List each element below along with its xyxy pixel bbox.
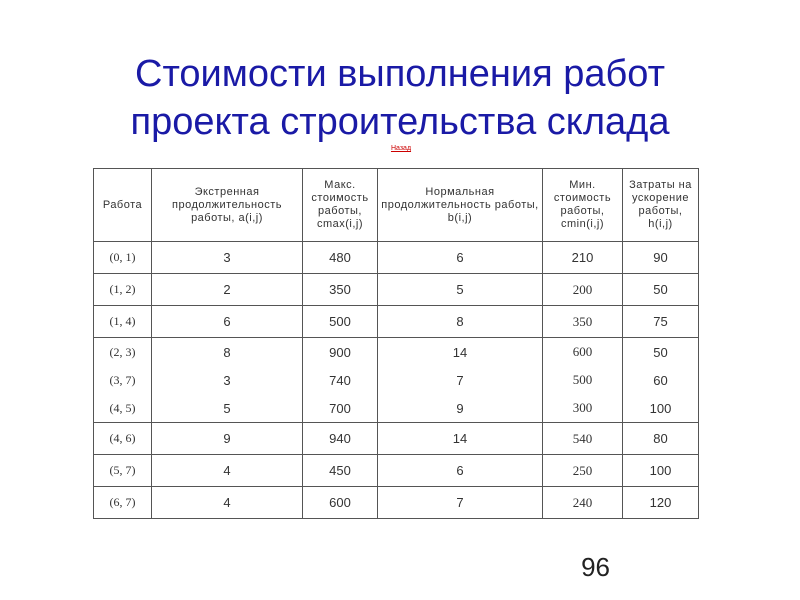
normal-duration-cell: 14 xyxy=(378,423,543,455)
normal-duration-cell: 14 xyxy=(378,338,543,367)
crash-duration-cell: 3 xyxy=(152,366,303,394)
table-row xyxy=(94,394,699,423)
table-row xyxy=(94,487,699,519)
crash-cost-rate-cell: 50 xyxy=(623,338,699,367)
crash-cost-rate-cell: 75 xyxy=(623,306,699,338)
work-cell: (1, 2) xyxy=(94,274,152,306)
slide-title xyxy=(0,50,800,146)
header-work: Работа xyxy=(94,169,152,242)
normal-duration-cell: 6 xyxy=(378,455,543,487)
min-cost-cell: 500 xyxy=(543,366,623,394)
table-row xyxy=(94,338,699,367)
min-cost-cell: 240 xyxy=(543,487,623,519)
costs-table xyxy=(93,168,699,519)
table-row xyxy=(94,274,699,306)
crash-cost-rate-cell: 120 xyxy=(623,487,699,519)
crash-cost-rate-cell: 50 xyxy=(623,274,699,306)
work-cell: (4, 5) xyxy=(94,394,152,423)
min-cost-cell: 350 xyxy=(543,306,623,338)
table-row xyxy=(94,366,699,394)
crash-cost-rate-cell: 100 xyxy=(623,455,699,487)
normal-duration-cell: 6 xyxy=(378,242,543,274)
work-cell: (0, 1) xyxy=(94,242,152,274)
normal-duration-cell: 7 xyxy=(378,366,543,394)
back-link[interactable]: Назад xyxy=(390,145,412,152)
crash-duration-cell: 2 xyxy=(152,274,303,306)
normal-duration-cell: 9 xyxy=(378,394,543,423)
normal-duration-cell: 5 xyxy=(378,274,543,306)
min-cost-cell: 600 xyxy=(543,338,623,367)
min-cost-cell: 200 xyxy=(543,274,623,306)
table-row xyxy=(94,242,699,274)
max-cost-cell: 450 xyxy=(303,455,378,487)
work-cell: (6, 7) xyxy=(94,487,152,519)
max-cost-cell: 900 xyxy=(303,338,378,367)
work-cell: (2, 3) xyxy=(94,338,152,367)
max-cost-cell: 500 xyxy=(303,306,378,338)
crash-duration-cell: 5 xyxy=(152,394,303,423)
max-cost-cell: 700 xyxy=(303,394,378,423)
max-cost-cell: 740 xyxy=(303,366,378,394)
max-cost-cell: 940 xyxy=(303,423,378,455)
header-crash-duration: Экстренная продолжительность работы, a(i,j) xyxy=(152,169,303,242)
title-line-2: проекта строительства склада xyxy=(130,101,670,143)
max-cost-cell: 350 xyxy=(303,274,378,306)
table-header-row xyxy=(94,169,699,242)
normal-duration-cell: 8 xyxy=(378,306,543,338)
table-row xyxy=(94,455,699,487)
crash-cost-rate-cell: 60 xyxy=(623,366,699,394)
min-cost-cell: 250 xyxy=(543,455,623,487)
min-cost-cell: 540 xyxy=(543,423,623,455)
crash-cost-rate-cell: 100 xyxy=(623,394,699,423)
title-line-1: Стоимости выполнения работ xyxy=(135,53,665,95)
crash-cost-rate-cell: 80 xyxy=(623,423,699,455)
min-cost-cell: 300 xyxy=(543,394,623,423)
header-min-cost: Мин. стоимость работы, cmin(i,j) xyxy=(543,169,623,242)
crash-duration-cell: 8 xyxy=(152,338,303,367)
crash-duration-cell: 4 xyxy=(152,487,303,519)
max-cost-cell: 480 xyxy=(303,242,378,274)
crash-duration-cell: 9 xyxy=(152,423,303,455)
work-cell: (1, 4) xyxy=(94,306,152,338)
crash-duration-cell: 6 xyxy=(152,306,303,338)
min-cost-cell: 210 xyxy=(543,242,623,274)
header-crash-cost-rate: Затраты на ускорение работы, h(i,j) xyxy=(623,169,699,242)
header-max-cost: Макс. стоимость работы, cmax(i,j) xyxy=(303,169,378,242)
max-cost-cell: 600 xyxy=(303,487,378,519)
work-cell: (4, 6) xyxy=(94,423,152,455)
work-cell: (5, 7) xyxy=(94,455,152,487)
normal-duration-cell: 7 xyxy=(378,487,543,519)
crash-duration-cell: 3 xyxy=(152,242,303,274)
work-cell: (3, 7) xyxy=(94,366,152,394)
page-number: 96 xyxy=(581,552,610,582)
table-row xyxy=(94,306,699,338)
crash-duration-cell: 4 xyxy=(152,455,303,487)
crash-cost-rate-cell: 90 xyxy=(623,242,699,274)
table-row xyxy=(94,423,699,455)
header-normal-duration: Нормальная продолжительность работы, b(i,j) xyxy=(378,169,543,242)
